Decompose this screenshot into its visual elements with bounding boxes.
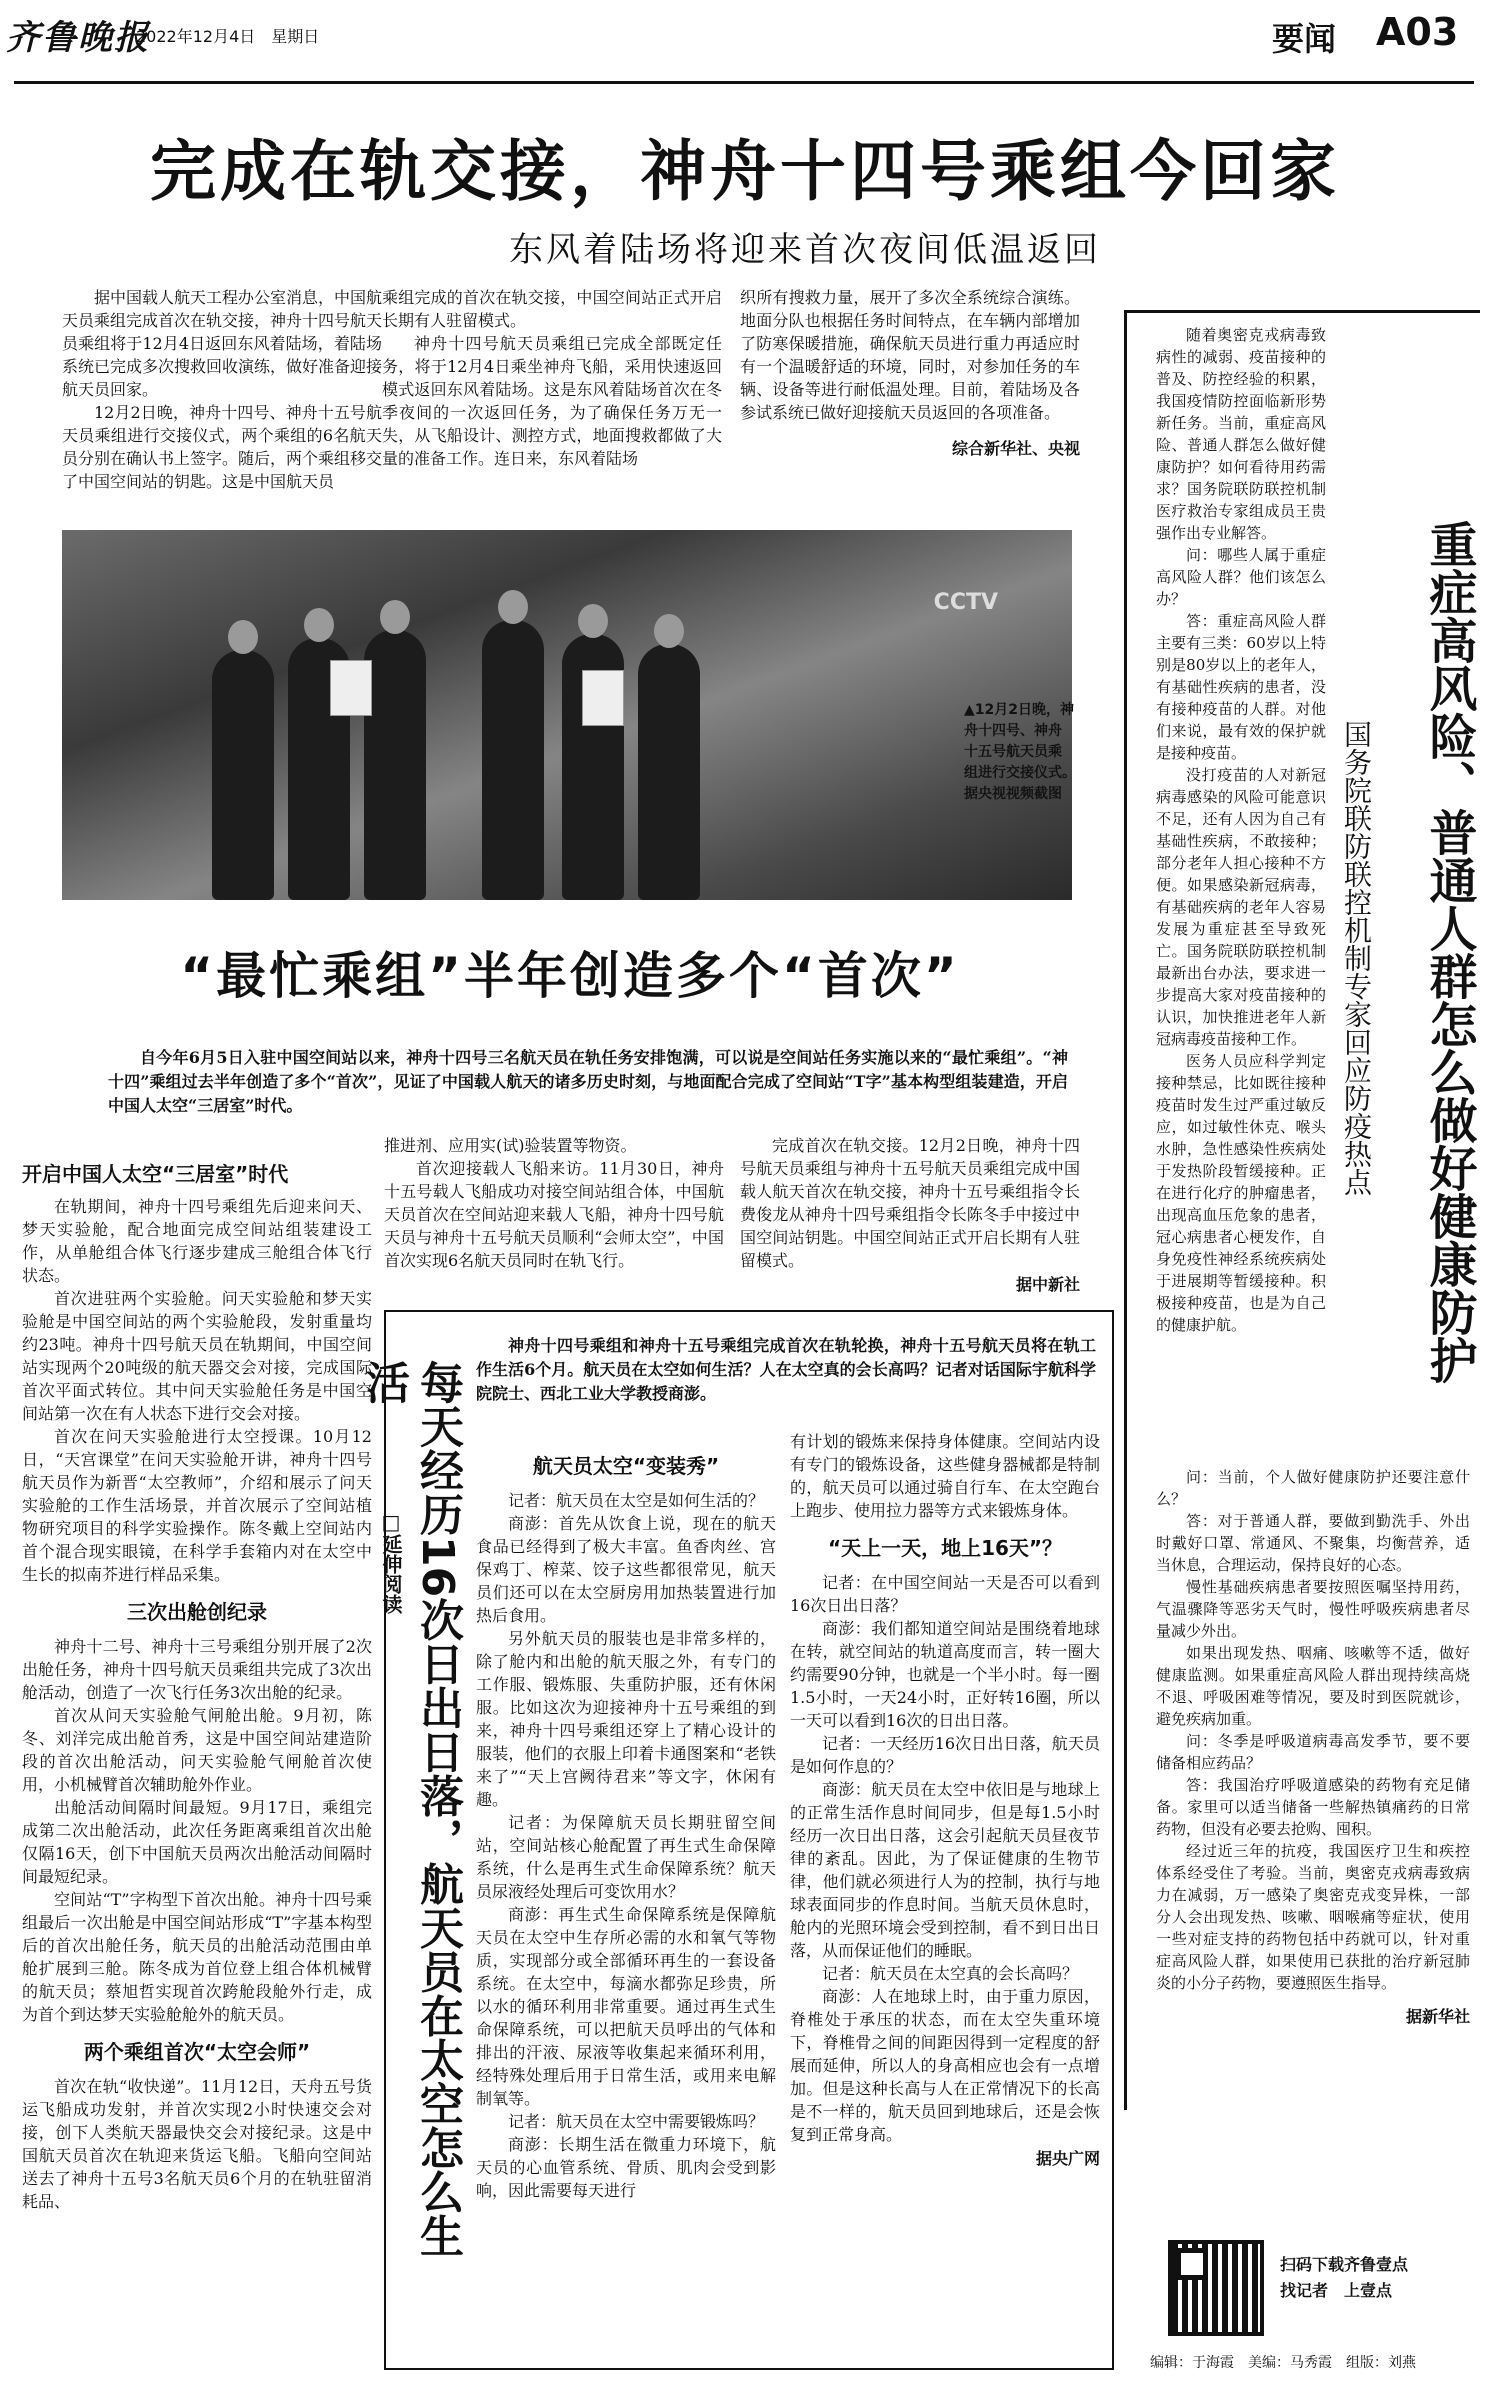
right-credit: 据新华社 bbox=[1405, 2007, 1470, 2026]
paragraph: 问：冬季是呼吸道病毒高发季节，要不要储备相应药品？ bbox=[1156, 1732, 1470, 1772]
extended-reading-tag: □延伸阅读 bbox=[379, 1510, 403, 1614]
paragraph: 记者：航天员在太空中需要锻炼吗？ bbox=[508, 2112, 765, 2131]
paragraph: 答：重症高风险人群主要有三类：60岁以上特别是80岁以上的老年人，有基础性疾病的患者，没有接种疫苗的人群。对他们来说，最有效的保护就是接种疫苗。 bbox=[1156, 612, 1326, 762]
main-headline: 完成在轨交接，神舟十四号乘组今回家 bbox=[150, 133, 1340, 210]
astronauts-photo bbox=[62, 530, 1083, 900]
paragraph: 问：哪些人属于重症高风险人群？他们该怎么办？ bbox=[1156, 546, 1326, 608]
section-heading: 航天员太空“变装秀” bbox=[532, 1454, 720, 1478]
paragraph: 商澎：再生式生命保障系统是保障航天员在太空中生存所必需的水和氧气等物质，实现部分或全部循环再生的一套设备系统。在太空中，每滴水都弥足珍贵，所以水的循环利用非常重要。通过再生式生命保障系统，可以把航天员呼出的气体和排出的汗液、尿液等收集起来循环利用，经特殊处理后用于日常生活，或用来电解制氧等。 bbox=[476, 1905, 776, 2108]
article2-headline: “最忙乘组”半年创造多个“首次” bbox=[180, 947, 960, 1005]
article2-credit: 据中新社 bbox=[1015, 1275, 1080, 1294]
newspaper-logo: 齐鲁晚报 bbox=[6, 18, 150, 58]
section-heading: “天上一天，地上16天”？ bbox=[827, 1536, 1063, 1560]
issue-date: 2022年12月4日 星期日 bbox=[136, 27, 320, 46]
interview-col1 bbox=[476, 1440, 776, 2202]
paragraph: 经过近三年的抗疫，我国医疗卫生和疾控体系经受住了考验。当前，奥密克戎病毒致病力在减弱，万一感染了奥密克戎变异株，一部分人会出现发热、咳嗽、咽喉痛等症状，使用一些对症支持的药物包括中药就可以，针对重症高风险人群，如果使用已获批的治疗新冠肺炎的小分子药物，要遵照医生指导。 bbox=[1156, 1842, 1470, 1992]
qr-code[interactable] bbox=[1168, 2240, 1264, 2336]
paragraph: 乘组完成的首次在轨交接，中国空间站正式开启长期有人驻留模式。 bbox=[382, 288, 722, 330]
paragraph: 随着奥密克戎病毒致病性的减弱、疫苗接种的普及、防控经验的积累，我国疫情防控面临新形势新任务。当前，重症高风险、普通人群怎么做好健康防护？如何看待用药需求？国务院联防联控机制医疗救治专家组成员王贵强作出专业解答。 bbox=[1156, 326, 1326, 542]
paragraph: 完成首次在轨交接。12月2日晚，神舟十四号航天员乘组与神舟十五号航天员乘组完成中国载人航天首次在轨交接，神舟十五号乘组指令长费俊龙从神舟十四号乘组指令长陈冬手中接过中国空间站钥匙。中国空间站正式开启长期有人驻留模式。 bbox=[740, 1136, 1080, 1270]
paragraph: 没打疫苗的人对新冠病毒感染的风险可能意识不足，还有人因为自己有基础性疾病，不敢接种；部分老年人担心接种不方便。如果感染新冠病毒，有基础疾病的老年人容易发展为重症甚至导致死亡。国务院联防联控机制最新出台办法，要求进一步提高大家对疫苗接种的认识，加快推进老年人新冠病毒疫苗接种工作。 bbox=[1156, 766, 1326, 1048]
cctv-watermark: CCTV bbox=[933, 590, 998, 615]
astronaut-figure bbox=[364, 630, 426, 900]
paragraph: 答：我国治疗呼吸道感染的药物有充足储备。家里可以适当储备一些解热镇痛药的日常药物，但没有必要去抢购、囤积。 bbox=[1156, 1776, 1470, 1838]
paragraph: 首次在轨“收快递”。11月12日，天舟五号货运飞船成功发射，并首次实现2小时快速交会对接，创下人类航天器最快交会对接纪录。这是中国航天员首次在轨迎来货运飞船。飞船向空间站送去了神舟十五号3名航天员6个月的在轨驻留消耗品、 bbox=[22, 2077, 372, 2211]
paragraph: 记者：航天员在太空真的会长高吗？ bbox=[822, 1964, 1079, 1983]
right-article-title: 重症高风险、普通人群怎么做好健康防护 bbox=[1421, 520, 1477, 1384]
paragraph: 答：对于普通人群，要做到勤洗手、外出时戴好口罩、常通风、不聚集，均衡营养，适当休息，合理运动，保持良好的心态。 bbox=[1156, 1512, 1470, 1574]
page-number: A03 bbox=[1376, 10, 1459, 54]
paragraph: 记者：为保障航天员长期驻留空间站，空间站核心舱配置了再生式生命保障系统，什么是再生式生命保障系统？航天员尿液经处理后可变饮用水？ bbox=[476, 1813, 776, 1901]
paragraph: 推进剂、应用实(试)验装置等物资。 bbox=[384, 1136, 637, 1155]
interview-lead: 神舟十四号乘组和神舟十五号乘组完成首次在轨轮换，神舟十五号航天员将在轨工作生活6个月。航天员在太空如何生活？人在太空真的会长高吗？记者对话国际宇航科学院院士、西北工业大学教授商澎。 bbox=[476, 1336, 1096, 1403]
article2-colC bbox=[740, 1134, 1080, 1295]
article2-lead: 自今年6月5日入驻中国空间站以来，神舟十四号三名航天员在轨任务安排饱满，可以说是空间站任务实施以来的“最忙乘组”。“神十四”乘组过去半年创造了多个“首次”，见证了中国载人航天的诸多历史时刻，与地面配合完成了空间站“T字”基本构型组装建造，开启中国人太空“三居室”时代。 bbox=[108, 1048, 1068, 1115]
paragraph: 另外航天员的服装也是非常多样的，除了舱内和出舱的航天服之外，有专门的工作服、锻炼服、失重防护服，还有休闲服。比如这次为迎接神舟十五号乘组的到来，神舟十四号乘组还穿上了精心设计的服装，他们的衣服上印着卡通图案和“老铁来了”“天上宫阙待君来”等文字，休闲有趣。 bbox=[476, 1629, 776, 1809]
paragraph: 织所有搜救力量，展开了多次全系统综合演练。地面分队也根据任务时间特点，在车辆内部增加了防寒保暖措施，确保航天员进行重力再适应时有一个温暖舒适的环境，同时，对参加任务的车辆、设备等进行耐低温处理。目前，着陆场及各参试系统已做好迎接航天员返回的各项准备。 bbox=[740, 288, 1080, 422]
section-name: 要闻 bbox=[1272, 20, 1337, 58]
qr-caption bbox=[1280, 2252, 1470, 2304]
section-heading: 开启中国人太空“三居室”时代 bbox=[22, 1162, 289, 1186]
article2-colA bbox=[22, 1150, 372, 2213]
paragraph: 12月2日晚，神舟十四号、神舟十五号航天员乘组进行交接仪式，两个乘组的6名航天员分别在确认书上签字。随后，两个乘组移交了中国空间站的钥匙。这是中国航天员 bbox=[62, 403, 383, 491]
paragraph: 在轨期间，神舟十四号乘组先后迎来问天、梦天实验舱，配合地面完成空间站组装建设工作，从单舱组合体飞行逐步建成三舱组合体飞行状态。 bbox=[22, 1197, 372, 1285]
right-article-subtitle: 国务院联防联控机制专家回应防疫热点 bbox=[1340, 720, 1373, 1196]
paragraph: 商澎：首先从饮食上说，现在的航天食品已经得到了极大丰富。鱼香肉丝、宫保鸡丁、榨菜、饺子这些都很常见，航天员们还可以在太空厨房用加热装置进行加热后食用。 bbox=[476, 1514, 776, 1625]
certificate bbox=[330, 660, 372, 716]
interview-title: 每天经历16次日出日落，航天员在太空怎么生活 bbox=[358, 1360, 463, 2258]
certificate bbox=[582, 670, 624, 726]
right-col-lower bbox=[1156, 1466, 1470, 2027]
article1-credit: 综合新华社、央视 bbox=[951, 439, 1080, 458]
paragraph: 慢性基础疾病患者要按照医嘱坚持用药，气温骤降等恶劣天气时，慢性呼吸疾病患者尽量减少外出。 bbox=[1156, 1578, 1470, 1640]
paragraph: 神舟十二号、神舟十三号乘组分别开展了2次出舱任务，神舟十四号航天员乘组共完成了3次出舱活动，创造了一次飞行任务3次出舱的纪录。 bbox=[22, 1637, 372, 1702]
paragraph: 记者：一天经历16次日出日落，航天员是如何作息的？ bbox=[790, 1734, 1100, 1776]
paragraph: 如果出现发热、咽痛、咳嗽等不适，做好健康监测。如果重症高风险人群出现持续高烧不退、呼吸困难等情况，要及时到医院就诊，避免疾病加重。 bbox=[1156, 1644, 1470, 1728]
paragraph: 商澎：人在地球上时，由于重力原因，脊椎处于承压的状态，而在太空失重环境下，脊椎骨之间的间距因得到一定程度的舒展而延伸，所以人的身高相应也会有一点增加。但是这种长高与人在正常情况下的长高是不一样的，航天员回到地球后，还是会恢复到正常身高。 bbox=[790, 1987, 1100, 2144]
astronaut-figure bbox=[212, 650, 274, 900]
article1-col2 bbox=[382, 286, 722, 470]
paragraph: 出舱活动间隔时间最短。9月17日，乘组完成第二次出舱活动，此次任务距离乘组首次出舱仅隔16天，创下中国航天员两次出舱活动间隔时间最短纪录。 bbox=[22, 1798, 372, 1886]
article1-col3 bbox=[740, 286, 1080, 459]
article1-col1 bbox=[62, 286, 382, 493]
paragraph: 商澎：长期生活在微重力环境下，航天员的心血管系统、骨质、肌肉会受到影响，因此需要每天进行 bbox=[476, 2135, 776, 2200]
paragraph: 商澎：航天员在太空中依旧是与地球上的正常生活作息时间同步，但是每1.5小时经历一次日出日落，这会引起航天员昼夜节律的紊乱。因此，为了保证健康的生物节律，他们就必须进行人为的控制，执行与地球表面同步的作息时间。当航天员休息时，舱内的光照环境会受到控制，看不到日出日落，从而保证他们的睡眠。 bbox=[790, 1780, 1100, 1960]
paragraph: 问：当前，个人做好健康防护还要注意什么？ bbox=[1156, 1468, 1470, 1508]
right-col-upper bbox=[1156, 324, 1326, 1336]
paragraph: 首次从问天实验舱气闸舱出舱。9月初，陈冬、刘洋完成出舱首秀，这是中国空间站建造阶段的首次出舱活动，问天实验舱气闸舱首次使用，小机械臂首次辅助舱外作业。 bbox=[22, 1706, 372, 1794]
paragraph: 商澎：我们都知道空间站是围绕着地球在转，就空间站的轨道高度而言，转一圈大约需要90分钟，也就是一个半小时。每一圈1.5小时，一天24小时，正好转16圈，所以一天可以看到16次的日出日落。 bbox=[790, 1619, 1100, 1730]
qr-caption-line1: 扫码下载齐鲁壹点 bbox=[1280, 2255, 1409, 2274]
paragraph: 首次迎接载人飞船来访。11月30日，神舟十五号载人飞船成功对接空间站组合体，中国航天员首次在空间站迎来载人飞船，神舟十四号航天员与神舟十五号航天员顺利“会师太空”，中国首次实现6名航天员同时在轨飞行。 bbox=[384, 1159, 724, 1270]
astronaut-figure bbox=[638, 644, 700, 900]
paragraph: 空间站“T”字构型下首次出舱。神舟十四号乘组最后一次出舱是中国空间站形成“T”字基本构型后的首次出舱任务，航天员的出舱活动范围由单舱扩展到三舱。陈冬成为首位登上组合体机械臂的航天员；蔡旭哲实现首次跨舱段舱外行走，成为首个到达梦天实验舱舱外的航天员。 bbox=[22, 1890, 372, 2024]
paragraph: 首次在问天实验舱进行太空授课。10月12日，“天宫课堂”在问天实验舱开讲，神舟十四号航天员作为新晋“太空教师”，介绍和展示了问天实验舱的工作生活场景，并首次展示了空间站植物研究项目的科学实验操作。陈冬戴上空间站内首个混合现实眼镜，在科学手套箱内对在太空中生长的拟南芥进行样品采集。 bbox=[22, 1427, 372, 1584]
main-subhead: 东风着陆场将迎来首次夜间低温返回 bbox=[509, 230, 1101, 270]
section-heading: 三次出舱创纪录 bbox=[127, 1600, 267, 1624]
paragraph: 有计划的锻炼来保持身体健康。空间站内设有专门的锻炼设备，这些健身器械都是特制的，航天员可以通过骑自行车、在太空跑台上跑步、使用拉力器等方式来锻炼身体。 bbox=[790, 1432, 1100, 1520]
paragraph: 据中国载人航天工程办公室消息，中国航天员乘组完成首次在轨交接，神舟十四号航天员乘组将于12月4日返回东风着陆场，着陆场系统已完成多次搜救回收演练，做好准备迎接航天员回家。 bbox=[62, 288, 383, 399]
photo-caption: ▲12月2日晚，神舟十四号、神舟十五号航天员乘组进行交接仪式。 据央视视频截图 bbox=[964, 702, 1083, 802]
article2-colB bbox=[384, 1134, 724, 1272]
paragraph: 神舟十四号航天员乘组已完成全部既定任务，将于12月4日乘坐神舟飞船，采用快速返回模式返回东风着陆场。这是东风着陆场首次在冬季夜间的一次返回任务，为了确保任务万无一失，从飞船设计、测控方式，地面搜救都做了大量的准备工作。连日来，东风着陆场 bbox=[382, 334, 722, 468]
editor-credits: 编辑：于海霞 美编：马秀霞 组版：刘燕 bbox=[1150, 2355, 1416, 2371]
interview-col2 bbox=[790, 1430, 1100, 2169]
astronaut-figure bbox=[482, 620, 544, 900]
paragraph: 医务人员应科学判定接种禁忌，比如既往接种疫苗时发生过严重过敏反应，如过敏性休克、喉头水肿，急性感染性疾病处于发热阶段暂缓接种。正在进行化疗的肿瘤患者，出现高血压危象的患者，冠心病患者心梗发作，自身免疫性神经系统疾病处于进展期等暂缓接种。积极接种疫苗，也是为自己的健康护航。 bbox=[1156, 1052, 1326, 1334]
paragraph: 记者：航天员在太空是如何生活的？ bbox=[508, 1491, 765, 1510]
paragraph: 首次进驻两个实验舱。问天实验舱和梦天实验舱是中国空间站的两个实验舱段，发射重量均约23吨。神舟十四号航天员在轨期间，中国空间站实现两个20吨级的航天器交会对接，完成国际首次平面式转位。其中问天实验舱任务是中国空间站第一次在有人状态下进行交会对接。 bbox=[22, 1289, 372, 1423]
interview-credit: 据央广网 bbox=[1035, 2149, 1100, 2168]
paragraph: 记者：在中国空间站一天是否可以看到16次日出日落？ bbox=[790, 1573, 1100, 1615]
qr-caption-line2: 找记者 上壹点 bbox=[1280, 2281, 1393, 2300]
section-heading: 两个乘组首次“太空会师” bbox=[83, 2040, 311, 2064]
